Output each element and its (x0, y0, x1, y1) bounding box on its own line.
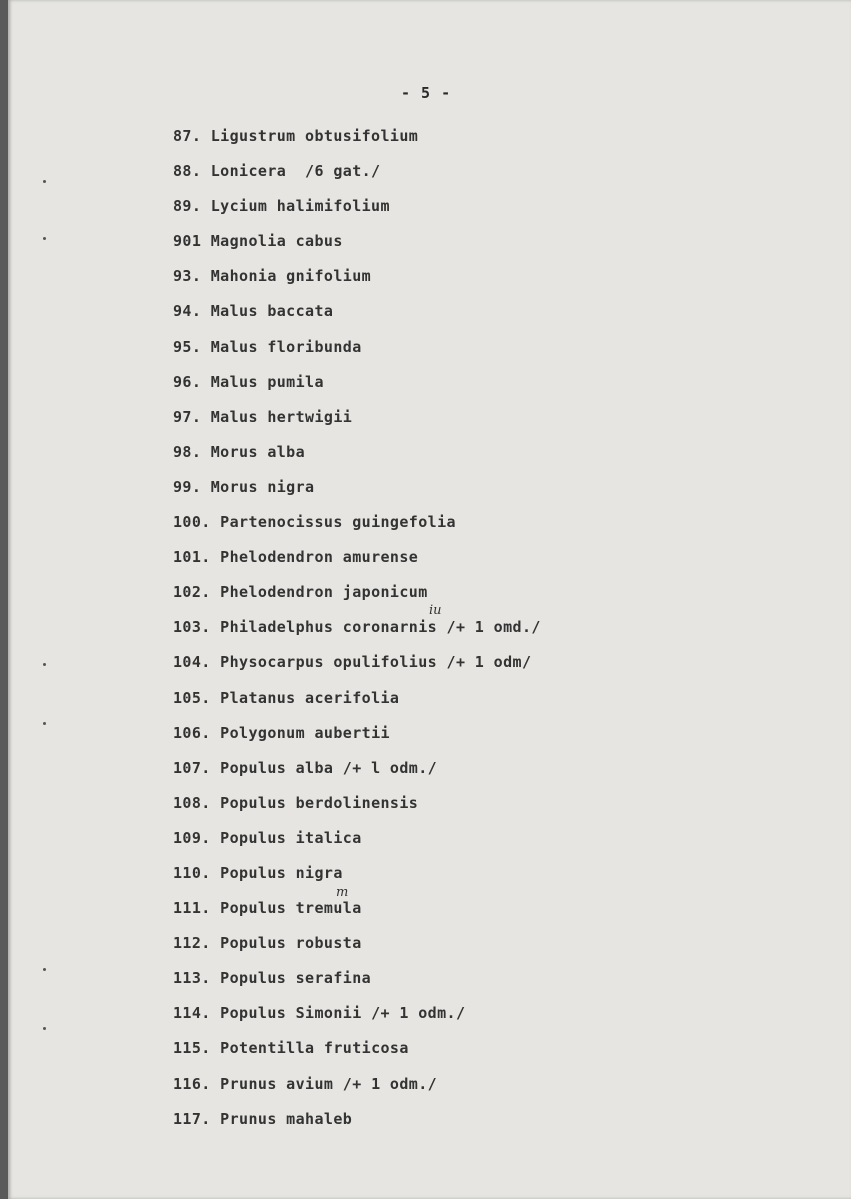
species-name: Populus tremula (220, 899, 362, 918)
species-name: Mahonia gnifolium (210, 267, 372, 286)
list-item (173, 933, 541, 968)
item-number: 108. (173, 793, 211, 812)
list-item (173, 758, 541, 793)
margin-mark (43, 1027, 46, 1030)
handwritten-correction: iu (429, 603, 442, 618)
item-number: 106. (173, 723, 211, 742)
item-number: 114. (173, 1004, 211, 1023)
item-number: 93. (173, 267, 202, 286)
page-number: - 5 - (401, 84, 452, 102)
species-name: Philadelphus coronarnis /+ 1 omd./ (220, 618, 541, 637)
margin-mark (43, 237, 46, 240)
species-name: Prunus avium /+ 1 odm./ (220, 1074, 438, 1093)
item-number: 107. (173, 758, 211, 777)
species-name: Malus baccata (210, 302, 334, 321)
item-number: 97. (173, 407, 202, 426)
list-item (173, 1003, 541, 1038)
item-number: 94. (173, 302, 202, 321)
species-name: Populus berdolinensis (220, 793, 419, 812)
list-item (173, 1038, 541, 1073)
list-item (173, 442, 541, 477)
item-number: 117. (173, 1109, 211, 1128)
list-item (173, 863, 541, 898)
list-item (173, 688, 541, 723)
species-name: Potentilla fruticosa (220, 1039, 409, 1058)
list-item (173, 793, 541, 828)
item-number: 105. (173, 688, 211, 707)
margin-mark (43, 722, 46, 725)
list-item (173, 582, 541, 617)
margin-mark (43, 968, 46, 971)
species-name: Populus Simonii /+ 1 odm./ (220, 1004, 466, 1023)
list-item (173, 1074, 541, 1109)
species-name: Polygonum aubertii (220, 723, 390, 742)
species-list (173, 126, 541, 1144)
list-item (173, 266, 541, 301)
item-number: 87. (173, 127, 202, 145)
species-name: Lonicera /6 gat./ (210, 162, 381, 181)
item-number: 95. (173, 337, 202, 356)
species-name: Magnolia cabus (210, 232, 343, 251)
list-item (173, 828, 541, 863)
list-item (173, 231, 541, 266)
item-number: 102. (173, 583, 211, 602)
list-item (173, 617, 541, 652)
list-item (173, 723, 541, 758)
species-name: Malus pumila (210, 372, 324, 391)
item-number: 110. (173, 863, 211, 882)
species-name: Malus hertwigii (210, 407, 353, 426)
list-item (173, 126, 541, 161)
species-name: Physocarpus opulifolius /+ 1 odm/ (220, 653, 532, 672)
species-name: Prunus mahaleb (220, 1109, 353, 1128)
item-number: 109. (173, 828, 211, 847)
margin-mark (43, 663, 46, 666)
list-item (173, 407, 541, 442)
item-number: 98. (173, 442, 202, 461)
item-number: 99. (173, 477, 202, 496)
species-name: Partenocissus guingefolia (220, 513, 456, 532)
item-number: 115. (173, 1039, 211, 1058)
species-name: Populus robusta (220, 934, 362, 953)
species-name: Populus serafina (220, 969, 372, 988)
species-name: Populus italica (220, 828, 362, 847)
item-number: 88. (173, 162, 202, 181)
list-item (173, 196, 541, 231)
species-name: Populus alba /+ l odm./ (220, 758, 438, 777)
species-name: Malus floribunda (210, 337, 362, 356)
list-item (173, 301, 541, 336)
species-name: Populus nigra (220, 863, 343, 882)
list-item (173, 652, 541, 687)
item-number: 96. (173, 372, 202, 391)
handwritten-correction: m (336, 885, 349, 900)
list-item (173, 1109, 541, 1144)
species-name: Phelodendron japonicum (220, 583, 428, 602)
item-number: 901 (173, 232, 202, 251)
species-name: Lycium halimifolium (210, 197, 390, 216)
document-page (8, 0, 851, 1199)
item-number: 100. (173, 513, 211, 532)
list-item (173, 161, 541, 196)
item-number: 116. (173, 1074, 211, 1093)
margin-mark (43, 180, 46, 183)
list-item (173, 968, 541, 1003)
list-item (173, 898, 541, 933)
species-name: Phelodendron amurense (220, 548, 419, 567)
species-name: Morus nigra (210, 477, 315, 496)
item-number: 112. (173, 934, 211, 953)
list-item (173, 337, 541, 372)
item-number: 103. (173, 618, 211, 637)
item-number: 101. (173, 548, 211, 567)
item-number: 111. (173, 899, 211, 918)
list-item (173, 512, 541, 547)
species-name: Morus alba (210, 442, 306, 461)
item-number: 89. (173, 197, 202, 216)
species-name: Platanus acerifolia (220, 688, 400, 707)
list-item (173, 477, 541, 512)
item-number: 104. (173, 653, 211, 672)
item-number: 113. (173, 969, 211, 988)
species-name: Ligustrum obtusifolium (210, 127, 419, 145)
list-item (173, 372, 541, 407)
list-item (173, 547, 541, 582)
